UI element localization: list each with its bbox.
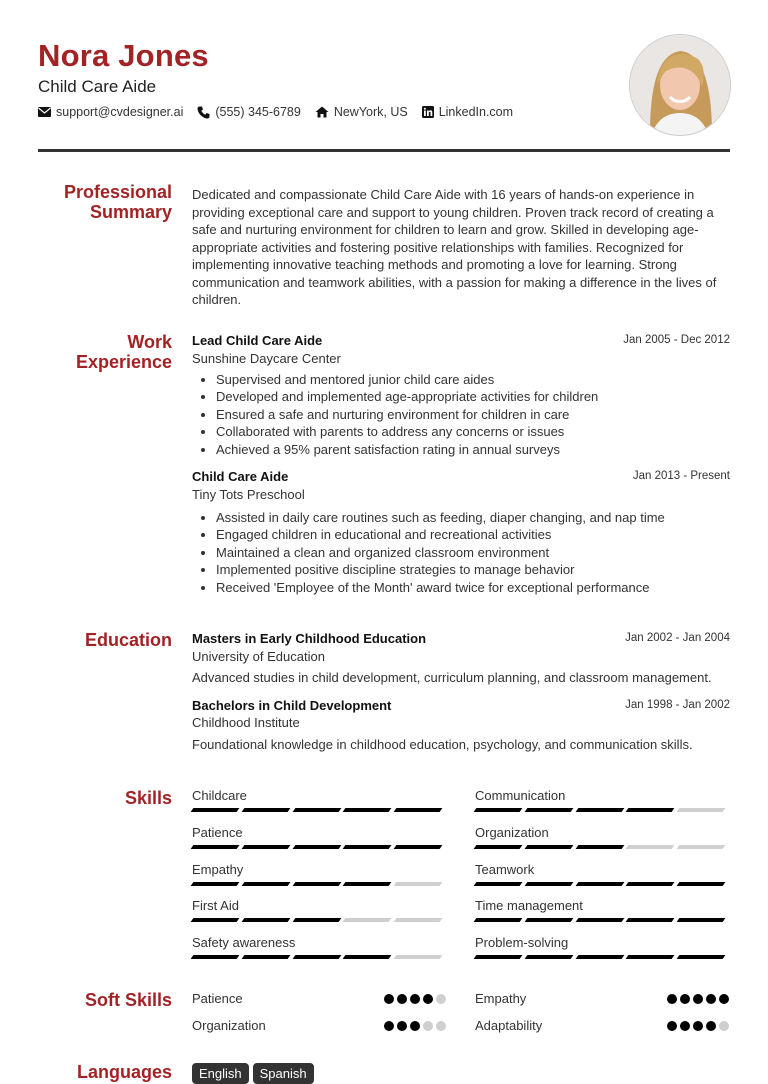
job-date: Jan 2013 - Present — [632, 470, 730, 483]
section-title-education: Education — [84, 630, 172, 650]
degree-title: Bachelors in Child Development — [192, 697, 392, 713]
skill-item — [192, 898, 446, 922]
skill-level-segment — [292, 955, 341, 959]
job-bullets — [192, 509, 730, 596]
summary-text: Dedicated and compassionate Child Care Aide with 16 years of hands-on experience in providing exceptional care and support to young children. Proven track record of creating a safe and nurturing environment for children to learn and grow. Skilled in developing age-appropriate activities and fostering positive relationships with families. Recognized for implementing innovative teaching methods and promoting a love for learning. Strong communication and teamwork abilities, with a passion for making a difference in the lives of children. — [192, 187, 717, 307]
experience-list — [192, 332, 730, 596]
rating-dot — [693, 994, 703, 1004]
skill-level-segment — [394, 918, 443, 922]
soft-skill-item — [192, 1018, 446, 1033]
skill-level-segment — [191, 808, 240, 812]
job-title: Lead Child Care Aide — [192, 333, 323, 348]
rating-dot — [384, 1021, 394, 1031]
soft-skill-name: Patience — [192, 991, 243, 1006]
education-list — [192, 630, 730, 753]
phone-icon — [197, 106, 210, 119]
skill-level-segment — [343, 808, 392, 812]
skill-level-segment — [677, 845, 726, 849]
section-title-summary: Professional Summary — [63, 182, 172, 222]
rating-dot — [719, 994, 729, 1004]
soft-skill-item — [475, 991, 729, 1006]
rating-dot — [706, 994, 716, 1004]
skill-item — [192, 935, 446, 959]
skill-level-segment — [292, 808, 341, 812]
skill-level-segment — [626, 882, 675, 886]
skill-name: Problem-solving — [475, 935, 569, 951]
soft-skill-rating — [381, 1021, 446, 1031]
skill-level-segment — [241, 955, 290, 959]
skill-level-segment — [343, 882, 392, 886]
job-bullet: • Achieved a 95% parent satisfaction rating in annual surveys — [216, 441, 730, 458]
skill-level-segment — [575, 808, 624, 812]
skill-level-bar — [475, 845, 729, 849]
rating-dot — [719, 1021, 729, 1031]
skill-level-segment — [524, 882, 573, 886]
rating-dot — [410, 1021, 420, 1031]
section-title-skills: Skills — [124, 788, 172, 808]
skill-name: Safety awareness — [192, 935, 296, 951]
soft-skill-rating — [664, 994, 729, 1004]
rating-dot — [680, 1021, 690, 1031]
contact-row — [38, 105, 527, 119]
skill-level-segment — [191, 882, 240, 886]
rating-dot — [423, 994, 433, 1004]
job-bullet: • Supervised and mentored junior child care aides — [216, 371, 730, 388]
skill-level-segment — [474, 808, 523, 812]
education-item — [192, 630, 730, 687]
skill-level-segment — [575, 918, 624, 922]
skill-level-bar — [475, 955, 729, 959]
envelope-icon — [38, 107, 51, 117]
skill-level-segment — [524, 918, 573, 922]
skill-level-bar — [192, 882, 446, 886]
skill-level-segment — [292, 845, 341, 849]
experience-item — [192, 468, 730, 596]
rating-dot — [706, 1021, 716, 1031]
rating-dot — [410, 994, 420, 1004]
skill-level-segment — [626, 955, 675, 959]
skill-name: First Aid — [192, 898, 239, 914]
job-bullet: • Received 'Employee of the Month' award twice for exceptional performance — [216, 579, 730, 596]
skill-level-segment — [474, 845, 523, 849]
school-name: University of Education — [192, 648, 325, 664]
skill-level-segment — [677, 955, 726, 959]
skill-item — [475, 825, 729, 849]
job-bullet: • Collaborated with parents to address any concerns or issues — [216, 423, 730, 440]
job-bullets — [192, 371, 730, 458]
skill-level-segment — [524, 955, 573, 959]
contact-phone[interactable] — [197, 105, 300, 119]
degree-date: Jan 1998 - Jan 2002 — [625, 698, 730, 711]
skill-level-bar — [192, 918, 446, 922]
skill-level-bar — [192, 808, 446, 812]
skill-level-segment — [343, 955, 392, 959]
skill-name: Time management — [475, 898, 583, 914]
section-title-soft-skills: Soft Skills — [84, 990, 172, 1010]
rating-dot — [397, 1021, 407, 1031]
skill-name: Communication — [475, 788, 566, 803]
skill-item — [192, 788, 446, 812]
language-tag: English — [192, 1063, 249, 1084]
email-text: support@cvdesigner.ai — [56, 105, 184, 119]
rating-dot — [397, 994, 407, 1004]
rating-dot — [384, 994, 394, 1004]
soft-skill-name: Adaptability — [475, 1018, 543, 1033]
section-title-experience: Work Experience — [75, 332, 172, 372]
skill-item — [475, 935, 729, 959]
skill-level-bar — [192, 845, 446, 849]
skill-level-segment — [524, 845, 573, 849]
education-item — [192, 697, 730, 754]
rating-dot — [667, 1021, 677, 1031]
skill-item — [192, 825, 446, 849]
skill-level-bar — [475, 882, 729, 886]
skill-item — [475, 788, 729, 812]
rating-dot — [436, 1021, 446, 1031]
skill-level-segment — [474, 918, 523, 922]
profile-photo — [629, 34, 731, 136]
skill-name: Patience — [192, 824, 243, 840]
location-text: NewYork, US — [333, 105, 408, 119]
skill-item — [192, 862, 446, 886]
soft-skill-name: Organization — [192, 1018, 266, 1033]
skill-name: Organization — [475, 824, 549, 840]
skill-level-segment — [191, 845, 240, 849]
rating-dot — [667, 994, 677, 1004]
skill-level-segment — [343, 918, 392, 922]
skill-level-segment — [626, 808, 675, 812]
linkedin-icon — [422, 106, 434, 118]
soft-skill-name: Empathy — [475, 991, 527, 1006]
skill-level-segment — [575, 845, 624, 849]
skill-level-segment — [241, 882, 290, 886]
job-bullet: • Engaged children in educational and recreational activities — [216, 526, 730, 543]
degree-description: Advanced studies in child development, curriculum planning, and classroom management. — [192, 670, 712, 685]
header-divider — [38, 149, 730, 152]
skill-name: Teamwork — [475, 861, 535, 877]
skill-item — [475, 898, 729, 922]
skill-item — [475, 862, 729, 886]
soft-skill-rating — [664, 1021, 729, 1031]
skill-level-segment — [474, 882, 523, 886]
rating-dot — [436, 994, 446, 1004]
rating-dot — [680, 994, 690, 1004]
school-name: Childhood Institute — [192, 715, 300, 730]
skill-level-segment — [575, 882, 624, 886]
job-bullet: • Developed and implemented age-appropriate activities for children — [216, 388, 730, 405]
experience-item — [192, 332, 730, 458]
skill-level-segment — [626, 845, 675, 849]
skill-name: Empathy — [192, 861, 244, 877]
home-icon — [315, 106, 329, 118]
job-date: Jan 2005 - Dec 2012 — [623, 334, 730, 346]
skill-level-segment — [524, 808, 573, 812]
skill-level-segment — [241, 808, 290, 812]
language-tags — [192, 1063, 318, 1084]
soft-skill-item — [475, 1018, 729, 1033]
skill-level-segment — [394, 845, 443, 849]
skill-level-segment — [677, 918, 726, 922]
rating-dot — [693, 1021, 703, 1031]
skill-level-segment — [394, 882, 443, 886]
linkedin-text: LinkedIn.com — [438, 105, 514, 119]
section-title-languages: Languages — [76, 1062, 172, 1082]
degree-title: Masters in Early Childhood Education — [192, 631, 427, 646]
skill-level-segment — [394, 808, 443, 812]
degree-description: Foundational knowledge in childhood education, psychology, and communication skills. — [192, 736, 693, 752]
skill-level-segment — [474, 955, 523, 959]
skill-level-segment — [292, 882, 341, 886]
skill-level-segment — [343, 845, 392, 849]
job-bullet: • Implemented positive discipline strategies to manage behavior — [216, 561, 730, 578]
language-tag: Spanish — [253, 1063, 314, 1084]
skill-level-segment — [191, 955, 240, 959]
phone-text: (555) 345-6789 — [215, 105, 301, 119]
job-bullet: • Maintained a clean and organized classroom environment — [216, 544, 730, 561]
job-company: Sunshine Daycare Center — [192, 350, 341, 366]
skill-level-segment — [292, 918, 341, 922]
contact-linkedin[interactable] — [422, 105, 513, 119]
skill-level-segment — [677, 882, 726, 886]
job-bullet: • Assisted in daily care routines such as feeding, diaper changing, and nap time — [216, 509, 730, 526]
rating-dot — [423, 1021, 433, 1031]
skill-level-segment — [677, 808, 726, 812]
skill-level-segment — [394, 955, 443, 959]
skill-name: Childcare — [192, 788, 247, 803]
candidate-name: Nora Jones — [38, 38, 209, 73]
candidate-title: Child Care Aide — [38, 77, 157, 96]
skill-level-segment — [575, 955, 624, 959]
contact-email[interactable] — [38, 105, 183, 119]
degree-date: Jan 2002 - Jan 2004 — [625, 632, 730, 644]
job-bullet: • Ensured a safe and nurturing environment for children in care — [216, 406, 730, 423]
skill-level-bar — [475, 808, 729, 812]
skill-level-bar — [475, 918, 729, 922]
job-company: Tiny Tots Preschool — [192, 486, 305, 502]
skill-level-segment — [626, 918, 675, 922]
soft-skill-item — [192, 991, 446, 1006]
skill-level-segment — [191, 918, 240, 922]
skill-level-segment — [241, 918, 290, 922]
job-title: Child Care Aide — [192, 469, 289, 485]
contact-location[interactable] — [315, 105, 408, 119]
soft-skill-rating — [381, 994, 446, 1004]
skill-level-bar — [192, 955, 446, 959]
skill-level-segment — [241, 845, 290, 849]
